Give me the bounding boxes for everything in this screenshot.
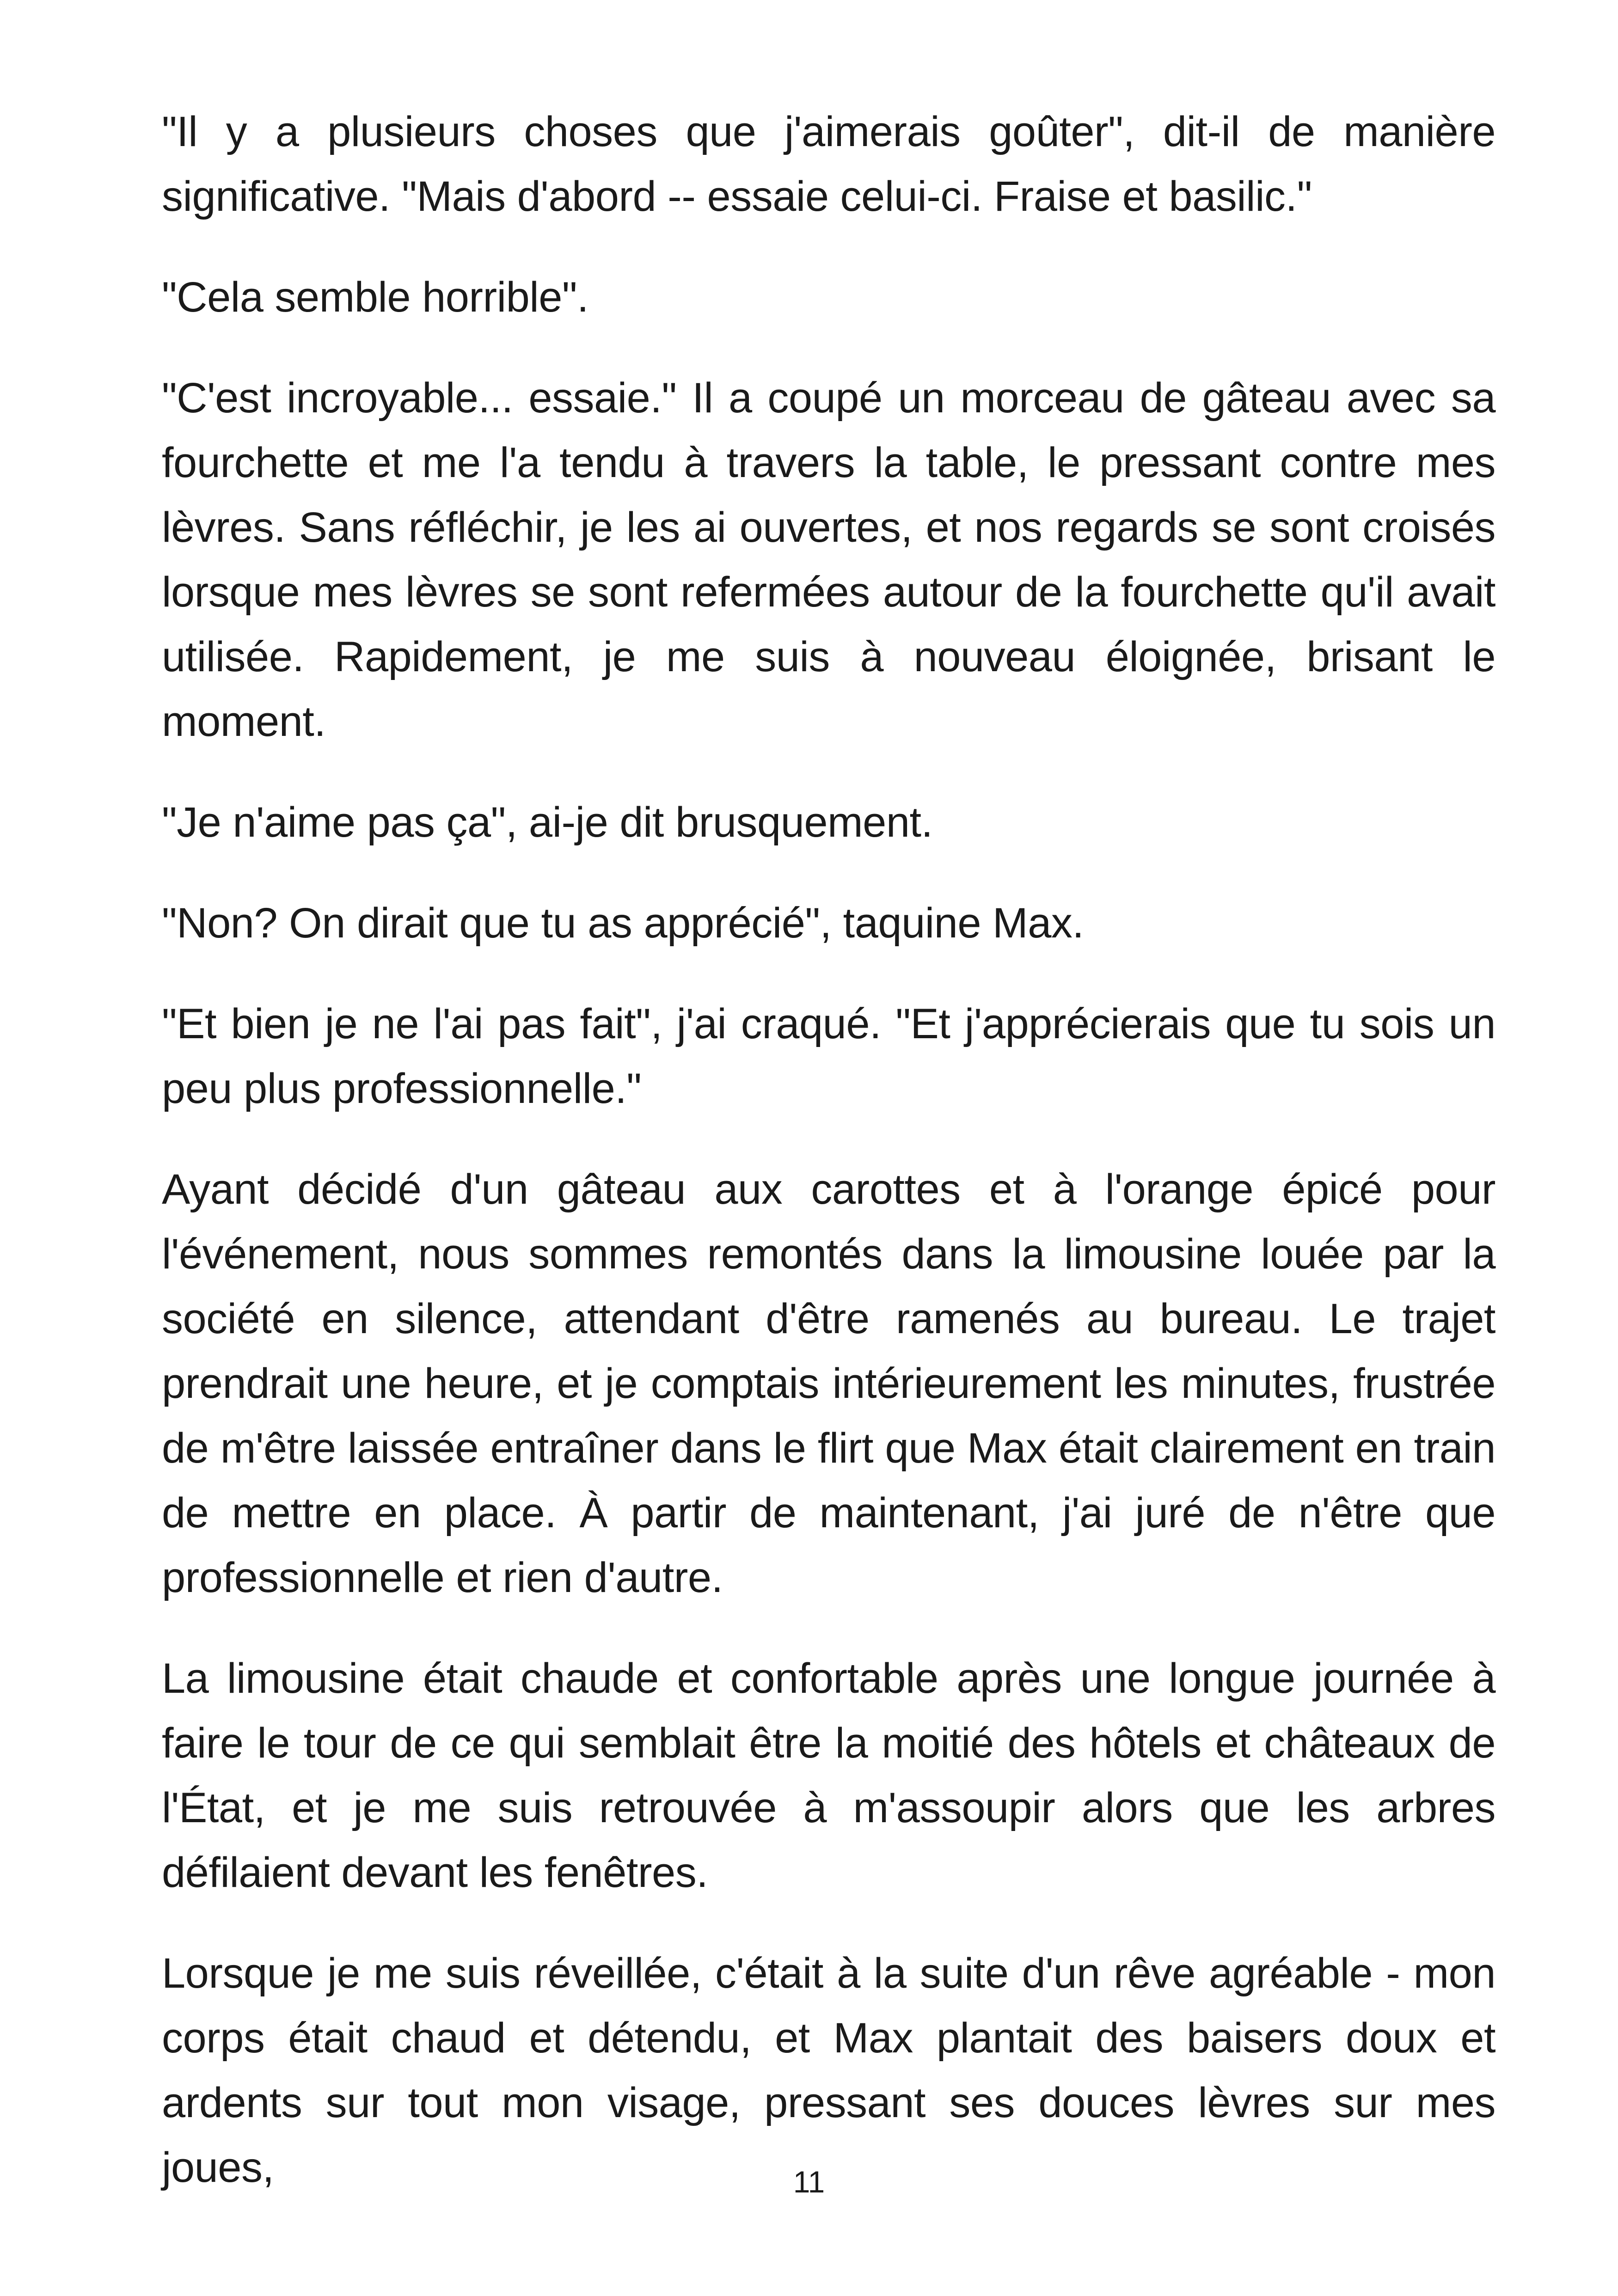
paragraph: "Non? On dirait que tu as apprécié", taquine Max. — [162, 900, 1084, 947]
paragraph: La limousine était chaude et confortable après une longue journée à faire le tour de ce qui semblait être la moitié des hôtels et châteaux de l'État, et je me suis retrouvée à m'assoupir alors que les arbres défilaient devant les fenêtres. — [162, 1655, 1495, 1896]
paragraph: "C'est incroyable... essaie." Il a coupé un morceau de gâteau avec sa fourchette et me l'a tendu à travers la table, le pressant contre mes lèvres. Sans réfléchir, je les ai ouvertes, et nos regards se sont croisés lorsque mes lèvres se sont refermées autour de la fourchette qu'il avait utilisée. Rapidement, je me suis à nouveau éloignée, brisant le moment. — [162, 374, 1495, 745]
page-body — [162, 99, 1495, 2236]
paragraph: "Je n'aime pas ça", ai-je dit brusquement. — [162, 799, 933, 846]
paragraph: "Cela semble horrible". — [162, 274, 589, 321]
paragraph: Ayant décidé d'un gâteau aux carottes et à l'orange épicé pour l'événement, nous sommes remontés dans la limousine louée par la société en silence, attendant d'être ramenés au bureau. Le trajet prendrait une heure, et je comptais intérieurement les minutes, frustrée de m'être laissée entraîner dans le flirt que Max était clairement en train de mettre en place. À partir de maintenant, j'ai juré de n'être que professionnelle et rien d'autre. — [162, 1166, 1495, 1601]
paragraph: "Il y a plusieurs choses que j'aimerais goûter", dit-il de manière significative. "Mais d'abord -- essaie celui-ci. Fraise et basilic." — [162, 108, 1495, 220]
page-number: 11 — [793, 2165, 825, 2199]
paragraph: "Et bien je ne l'ai pas fait", j'ai craqué. "Et j'apprécierais que tu sois un peu plus professionnelle." — [162, 1000, 1495, 1112]
paragraph: Lorsque je me suis réveillée, c'était à la suite d'un rêve agréable - mon corps était chaud et détendu, et Max plantait des baisers doux et ardents sur tout mon visage, pressant ses douces lèvres sur mes joues, — [162, 1950, 1495, 2191]
